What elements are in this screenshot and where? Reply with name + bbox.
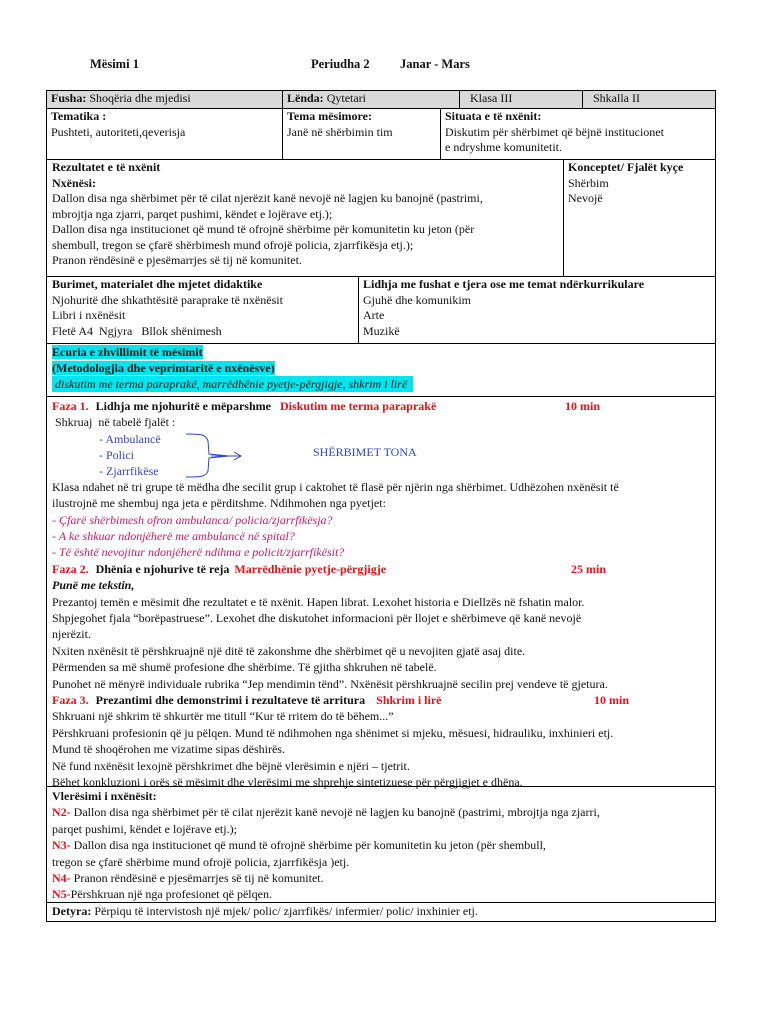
n2-label: N2-	[52, 805, 71, 820]
phase2-text: Prezantoj temën e mësimit dhe rezultatet e të nxënit. Hapen librat. Lexohet historia e Diellzës në fshatin malor.	[52, 594, 585, 609]
tema-label: Tema mësimore:	[287, 109, 372, 123]
phase3-text: Në fund nxënësit lexojnë përshkrimet dhe bëjnë vlerësimin e njëri – tjetrit.	[52, 758, 410, 773]
method-subtitle: (Metodologjia dhe veprimtaritë e nxënësve)	[52, 361, 275, 375]
lenda-cell	[283, 91, 460, 108]
link-item: Arte	[363, 308, 385, 322]
results-subtitle: Nxënësi:	[52, 175, 96, 190]
phase1-intro: Shkruaj në tabelë fjalët :	[52, 415, 176, 430]
klasa-cell: Klasa III	[460, 91, 583, 108]
info-row	[47, 91, 715, 109]
word-firefighters: - Zjarrfikëse	[99, 463, 159, 478]
homework-row	[47, 903, 715, 921]
evaluation-cell	[47, 787, 715, 902]
phase2-subtitle: Punë me tekstin,	[52, 578, 135, 593]
results-title: Rezultatet e të nxënit	[52, 160, 161, 174]
tema-cell	[283, 109, 441, 159]
evaluation-title: Vlerësimi i nxënësit:	[52, 789, 157, 803]
situata-label: Situata e të nxënit:	[445, 109, 542, 123]
word-police: - Polici	[99, 447, 134, 462]
topic-row	[47, 109, 715, 160]
phase3-text: Shkruani një shkrim të shkurtër me titull “Kur të rritem do të bëhem...”	[52, 709, 394, 724]
methodology-cell	[47, 344, 715, 396]
n5-text: Përshkruan një nga profesionet që pëlqen.	[70, 887, 272, 902]
word-ambulance: - Ambulancë	[99, 431, 161, 446]
lesson-number: Mësimi 1	[90, 57, 139, 71]
result-line: Dallon disa nga shërbimet për të cilat njerëzit kanë nevojë në lagjen ku banojnë (pastrimi,	[52, 191, 483, 205]
method-title: Ecuria e zhvillimit të mësimit	[52, 345, 203, 359]
link-item: Muzikë	[363, 323, 400, 338]
n2-text: Dallon disa nga shërbimet për të cilat njerëzit kanë nevojë në lagjen ku banojnë (pastrimi, mbrojtja nga zjarri,	[70, 805, 600, 820]
lenda-label: Lënda:	[287, 91, 324, 105]
tema-value: Janë në shërbimin tim	[287, 124, 393, 139]
resources-cell	[47, 277, 359, 343]
period: Periudha 2	[311, 57, 370, 71]
phase1-method: Diskutim me terma paraprakë	[279, 399, 437, 413]
tematika-cell	[47, 109, 283, 159]
phases-cell	[47, 397, 715, 790]
phase1-time: 10 min	[565, 399, 601, 413]
resource-item: Njohuritë dhe shkathtësitë paraprake të nxënësit	[52, 292, 283, 307]
result-line: Dallon disa nga institucionet që mund të ofrojnë shërbime për komunitetin ku jeton (për	[52, 222, 475, 236]
services-word-list	[52, 431, 710, 479]
phase1-label: Faza 1.	[52, 399, 89, 413]
phase1-question: - A ke shkuar ndonjëherë me ambulancë në spital?	[52, 529, 295, 544]
resource-item: Fletë A4 Ngjyra Bllok shënimesh	[52, 323, 222, 338]
n5-label: N5-	[52, 887, 71, 902]
concepts-cell	[564, 160, 715, 276]
homework-label: Detyra:	[52, 904, 92, 918]
phase3-header	[52, 692, 710, 708]
document-header	[0, 57, 768, 77]
phase1-header	[52, 398, 710, 414]
fusha-label: Fusha:	[51, 91, 87, 105]
phase2-title: Dhënia e njohurive të reja	[95, 561, 230, 576]
phase3-method: Shkrim i lirë	[376, 693, 442, 708]
concepts-title: Konceptet/ Fjalët kyçe	[568, 160, 684, 174]
n2-text-cont: parqet pushimi, këndet e lojërave etj.);	[52, 821, 237, 836]
phase2-header	[52, 561, 710, 577]
situata-value: Diskutim për shërbimet që bëjnë institucionet	[445, 124, 664, 139]
n3-text-cont: tregon se çfarë shërbime mund ofrojë policia, zjarrfikësja )etj.	[52, 854, 350, 869]
tematika-label: Tematika :	[51, 109, 107, 123]
results-row	[47, 160, 715, 277]
phase2-text: njerëzit.	[52, 627, 91, 642]
phases-row	[47, 397, 715, 790]
phase1-text: ilustrojnë me shembuj nga jeta e përditshme. Ndihmohen nga pyetjet:	[52, 496, 386, 511]
bracket-arrow-icon	[184, 433, 254, 479]
phase3-text: Bëhet konkluzioni i orës së mësimit dhe vlerësimi me shprehje sintetizuese për përgjigjet e dhëna.	[52, 775, 523, 790]
results-cell	[47, 160, 564, 276]
fusha-cell	[47, 91, 283, 108]
n3-label: N3-	[52, 838, 71, 853]
phase3-text: Mund të shoqërohen me vizatime sipas dëshirës.	[52, 742, 285, 757]
lesson-plan-table	[46, 90, 716, 922]
result-line: mbrojtja nga zjarri, parqet pushimi, këndet e lojërave etj.);	[52, 206, 333, 221]
lenda-value: Qytetari	[326, 91, 367, 105]
methodology-row	[47, 344, 715, 397]
phase1-text: Klasa ndahet në tri grupe të mëdha dhe secilit grup i caktohet të flasë për njërin nga shërbimet. Udhëzohen nxënësit të	[52, 479, 619, 494]
situata-value-cont: e ndryshme komunitetit.	[445, 140, 562, 154]
months: Janar - Mars	[400, 57, 470, 71]
homework-text: Përpiqu të intervistosh një mjek/ polic/ zjarrfikës/ infermier/ polic/ inxhinier etj.	[91, 904, 478, 918]
links-cell	[359, 277, 715, 343]
phase2-text: Përmenden sa më shumë profesione dhe shërbime. Të gjitha shkruhen në tabelë.	[52, 660, 437, 675]
link-item: Gjuhë dhe komunikim	[363, 292, 471, 307]
n4-label: N4-	[52, 871, 71, 886]
concept-item: Nevojë	[568, 191, 603, 205]
phase2-text: Shpjegohet fjala “borëpastruese”. Lexohet dhe diskutohet informacioni për llojet e shërbimeve që kanë nevojë	[52, 611, 582, 626]
phase2-text: Punohet në mënyrë individuale rubrika “Jep mendimin tënd”. Nxënësit përshkruajnë secilin prej vendeve të gjetura.	[52, 676, 608, 691]
fusha-value: Shoqëria dhe mjedisi	[89, 91, 191, 105]
phase2-label: Faza 2.	[52, 561, 89, 576]
phase3-title: Prezantimi dhe demonstrimi i rezultateve të arritura	[95, 693, 366, 708]
resources-row	[47, 277, 715, 344]
method-summary: diskutim me terma paraprakë, marrëdhënie pyetje-përgjigje, shkrim i lirë	[52, 377, 408, 391]
phase1-title: Lidhja me njohuritë e mëparshme	[95, 399, 271, 413]
situata-cell	[441, 109, 715, 159]
concept-item: Shërbim	[568, 175, 609, 190]
resources-title: Burimet, materialet dhe mjetet didaktike	[52, 277, 263, 291]
phase3-text: Përshkruani profesionin që ju pëlqen. Mund të ndihmohen nga shënimet si mjeku, mësuesi, hidrauliku, inxhinieri etj.	[52, 725, 614, 740]
resource-item: Libri i nxënësit	[52, 308, 126, 322]
homework-cell	[47, 903, 715, 921]
evaluation-row	[47, 787, 715, 903]
phase1-question: - Të është nevojitur ndonjëherë ndihma e policit/zjarrfikësit?	[52, 545, 345, 560]
phase2-text: Nxiten nxënësit të përshkruajnë një ditë të zakonshme dhe shërbimet që u nevojiten gjatë asaj dite.	[52, 643, 526, 658]
services-label: SHËRBIMET TONA	[313, 444, 417, 459]
result-line: shembull, tregon se çfarë shërbimesh mund ofrojë policia, zjarrfikësja etj.);	[52, 237, 414, 252]
result-line: Pranon rëndësinë e pjesëmarrjes së tij në komunitet.	[52, 253, 302, 267]
shkalla-cell: Shkalla II	[593, 91, 640, 105]
n4-text: Pranon rëndësinë e pjesëmarrjes së tij në komunitet.	[70, 871, 324, 886]
n3-text: Dallon disa nga institucionet që mund të ofrojnë shërbime për komunitetin ku jeton (për shembull,	[70, 838, 546, 853]
phase2-time: 25 min	[571, 561, 607, 576]
words-list	[99, 431, 161, 479]
links-title: Lidhja me fushat e tjera ose me temat ndërkurrikulare	[363, 277, 645, 291]
phase2-method: Marrëdhënie pyetje-përgjigje	[234, 561, 387, 576]
tematika-value: Pushteti, autoriteti,qeverisja	[51, 124, 186, 139]
phase3-label: Faza 3.	[52, 693, 89, 708]
phase1-question: - Çfarë shërbimesh ofron ambulanca/ policia/zjarrfikësja?	[52, 512, 333, 527]
phase3-time: 10 min	[594, 693, 630, 708]
